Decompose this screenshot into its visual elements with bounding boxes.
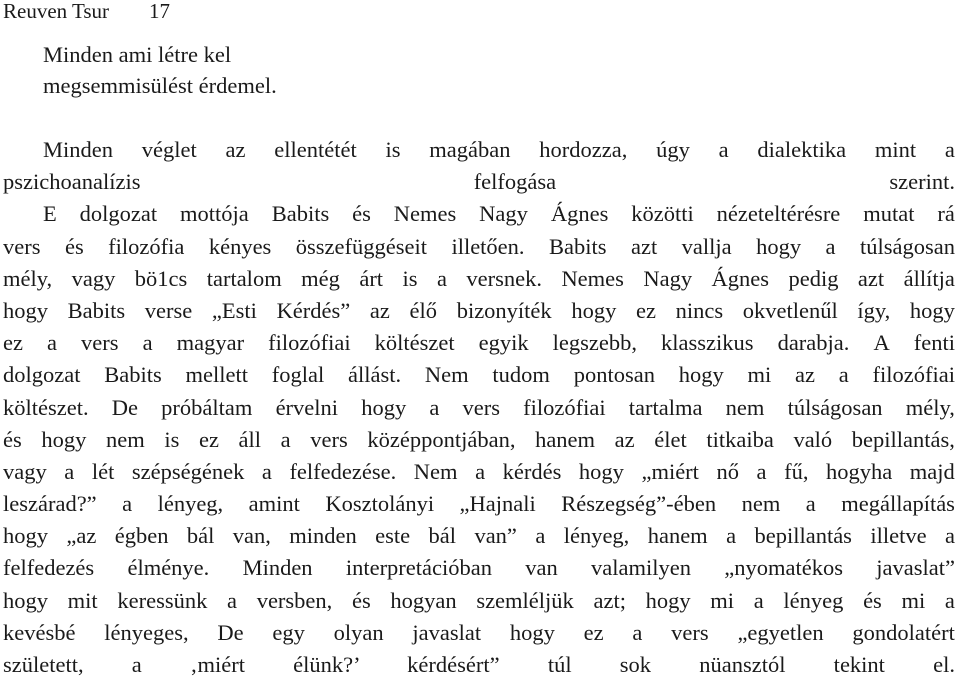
word: mint — [874, 137, 917, 162]
word: „nyomatékos — [724, 555, 843, 581]
word: interpretációban — [345, 555, 493, 581]
word: ez — [198, 426, 219, 452]
word: a — [475, 458, 486, 484]
word: mi — [710, 587, 735, 613]
word: is — [385, 137, 401, 162]
word: az — [614, 426, 635, 452]
word: Nemes — [393, 201, 457, 227]
word: is — [164, 426, 180, 452]
word: a — [805, 491, 816, 517]
word: lét — [91, 458, 115, 484]
word: egy — [272, 619, 305, 645]
word: összefüggéseit — [295, 233, 427, 259]
word: próbáltam — [161, 394, 253, 420]
word: vers — [3, 233, 41, 259]
word: amint — [248, 491, 300, 517]
word: bepillantás, — [851, 426, 955, 452]
word: hogy — [3, 523, 48, 549]
word: érvelni — [275, 394, 339, 420]
word: magyar — [176, 330, 245, 356]
word: filozófiai — [523, 394, 606, 420]
word: lényeg, — [563, 523, 630, 549]
text-line — [3, 520, 955, 552]
word: „Hajnali — [459, 491, 536, 517]
word: a — [944, 587, 955, 613]
word: hogy — [361, 394, 407, 420]
word: Részegség”-ében — [561, 491, 717, 517]
word: pontosan — [573, 362, 655, 388]
word: olyan — [333, 619, 384, 645]
word: megállapítás — [841, 491, 955, 517]
word: valamilyen — [591, 555, 692, 581]
word: túlságosan — [787, 394, 883, 420]
text-line — [3, 424, 955, 456]
word: a — [726, 523, 737, 549]
word: bepillantás — [754, 523, 852, 549]
word: vagy — [71, 265, 116, 291]
word: kérdés — [502, 458, 562, 484]
word: van, — [232, 523, 271, 549]
word: Nagy — [479, 201, 528, 227]
word: Babits — [104, 362, 162, 388]
word: dialektika — [757, 137, 847, 162]
word: Ágnes — [711, 265, 770, 291]
word: bö1cs — [134, 265, 188, 291]
word: „az — [66, 523, 97, 549]
running-header — [3, 0, 170, 22]
word: mi — [747, 362, 772, 388]
word: foglal — [271, 362, 325, 388]
word: Ágnes — [550, 201, 609, 227]
word: fű, — [784, 458, 809, 484]
word: dolgozat — [3, 362, 81, 388]
word: E — [43, 201, 57, 227]
word: véglet — [141, 137, 197, 162]
word: „Esti — [211, 297, 257, 323]
word: a — [944, 523, 955, 549]
word: Kérdés” — [276, 297, 351, 323]
word: Nem — [424, 362, 469, 388]
word: hanem — [535, 426, 596, 452]
word: lényeges, — [104, 619, 189, 645]
word: ez — [3, 330, 23, 356]
word: Kosztolányi — [325, 491, 435, 517]
word: keressünk — [117, 587, 208, 613]
word: és — [863, 587, 882, 613]
word: ez — [635, 297, 656, 323]
word: hogy — [509, 619, 555, 645]
word: a — [944, 137, 955, 162]
word: mutat — [863, 201, 915, 227]
word: lényeg, — [157, 491, 224, 517]
word: mély, — [905, 394, 955, 420]
text-line — [3, 617, 955, 649]
word: vers — [671, 619, 709, 645]
word: mottója — [180, 201, 249, 227]
word: „egyetlen — [737, 619, 824, 645]
word: szépségének — [131, 458, 245, 484]
word: verse — [144, 297, 193, 323]
word: a — [718, 137, 729, 162]
motto-line-2: megsemmisülést érdemel. — [43, 73, 277, 98]
word: vagy — [3, 458, 47, 484]
text-line — [3, 198, 955, 230]
word: a — [825, 233, 836, 259]
word: állást. — [348, 362, 402, 388]
word: javaslat” — [876, 555, 955, 581]
word: Babits — [271, 201, 330, 227]
word: túlságosan — [860, 233, 955, 259]
word: élménye. — [127, 555, 210, 581]
word: darabja. — [777, 330, 850, 356]
word: hogy — [645, 587, 691, 613]
word: bál — [428, 523, 457, 549]
word: filozófiai — [872, 362, 955, 388]
word: hogy — [3, 587, 48, 613]
word: De — [217, 619, 244, 645]
text-line: pszichoanalízis felfogása szerint. — [3, 169, 955, 195]
text-line — [3, 456, 955, 488]
word: még — [301, 265, 340, 291]
word: tartalma — [628, 394, 703, 420]
word: az — [369, 297, 390, 323]
word: Nemes — [561, 265, 624, 291]
word: hogy — [756, 233, 802, 259]
word: A — [873, 330, 890, 356]
word: az — [225, 137, 246, 162]
word: minden — [289, 523, 357, 549]
word: magában — [429, 137, 511, 162]
word: azt — [630, 233, 658, 259]
word: bizonyíték — [456, 297, 552, 323]
word: áll — [238, 426, 262, 452]
word: felfedezése. — [289, 458, 397, 484]
word: nő — [716, 458, 739, 484]
word: így, — [857, 297, 891, 323]
word: hogy — [41, 426, 87, 452]
word: a — [122, 491, 133, 517]
text-line — [3, 392, 955, 424]
word: a — [429, 394, 440, 420]
text-line — [3, 552, 955, 584]
word: illetően. — [451, 233, 525, 259]
page-number: 17 — [149, 0, 171, 23]
word: tudom — [492, 362, 550, 388]
word: azt — [857, 265, 885, 291]
word: bál — [186, 523, 215, 549]
motto — [43, 39, 277, 101]
word: este — [375, 523, 411, 549]
word: van” — [474, 523, 517, 549]
word: hogyha — [826, 458, 893, 484]
word: versnek. — [466, 265, 542, 291]
word: rá — [937, 201, 955, 227]
text-line — [3, 134, 955, 166]
word: élet — [654, 426, 687, 452]
word: mély, — [3, 265, 53, 291]
word: tartalom — [206, 265, 282, 291]
text-line — [3, 295, 955, 327]
word: a — [142, 330, 153, 356]
word: a — [632, 619, 643, 645]
word: közötti — [631, 201, 694, 227]
word: a — [227, 587, 238, 613]
word: illetve — [870, 523, 927, 549]
word: Minden — [242, 555, 313, 581]
word: De — [111, 394, 139, 420]
word: az — [795, 362, 815, 388]
word: vers — [310, 426, 348, 452]
word: felfedezés — [3, 555, 95, 581]
word: való — [793, 426, 833, 452]
word: úgy — [656, 137, 690, 162]
word: van — [525, 555, 558, 581]
word: kevésbé — [3, 619, 76, 645]
word: gondolatért — [852, 619, 955, 645]
word: a — [64, 458, 75, 484]
word: ellentétét — [274, 137, 357, 162]
word: Babits — [549, 233, 607, 259]
word: lényeg — [783, 587, 844, 613]
word: és — [351, 587, 371, 613]
word: és — [64, 233, 84, 259]
word: hogy — [3, 297, 48, 323]
word: azt; — [593, 587, 626, 613]
word: a — [753, 587, 764, 613]
word: nem — [741, 491, 781, 517]
word: égben — [114, 523, 169, 549]
word: nem — [105, 426, 145, 452]
header-author: Reuven Tsur — [3, 0, 110, 23]
word: Babits — [67, 297, 126, 323]
word: vallja — [681, 233, 732, 259]
text-line — [3, 327, 955, 359]
word: is — [402, 265, 418, 291]
word: filozófia — [108, 233, 185, 259]
word: a — [756, 458, 767, 484]
word: nincs — [675, 297, 724, 323]
word: titkaiba — [706, 426, 774, 452]
word: legszebb, — [552, 330, 637, 356]
word: hogyan — [390, 587, 457, 613]
word: hogy — [578, 458, 624, 484]
word: Nem — [413, 458, 458, 484]
text-line — [3, 359, 955, 391]
word: Minden — [43, 137, 113, 162]
word: klasszikus — [661, 330, 754, 356]
word: a — [838, 362, 849, 388]
word: hogy — [909, 297, 955, 323]
word: és — [352, 201, 371, 227]
word: mellett — [185, 362, 249, 388]
word: a — [535, 523, 546, 549]
word: leszárad?” — [3, 491, 97, 517]
word: élő — [409, 297, 438, 323]
word: fenti — [913, 330, 955, 356]
word: középpontjában, — [367, 426, 516, 452]
word: állítja — [903, 265, 955, 291]
text-line — [3, 263, 955, 295]
word: Nagy — [643, 265, 693, 291]
word: versben, — [256, 587, 333, 613]
word: egyik — [478, 330, 529, 356]
word: a — [280, 426, 291, 452]
word: hordozza, — [539, 137, 628, 162]
word: vers — [462, 394, 500, 420]
word: mit — [67, 587, 98, 613]
word: a — [436, 265, 447, 291]
word: árt — [359, 265, 384, 291]
motto-line-1: Minden ami létre kel — [43, 42, 232, 67]
word: és — [3, 426, 22, 452]
word: nézeteltérésre — [716, 201, 841, 227]
text-line — [3, 585, 955, 617]
word: ez — [583, 619, 604, 645]
word: nem — [725, 394, 765, 420]
word: hanem — [647, 523, 708, 549]
text-line: született, a ‚miért élünk?’ kérdésért” túl sok nüansztól tekint el. — [3, 652, 955, 677]
word: javaslat — [412, 619, 482, 645]
word: majd — [909, 458, 955, 484]
word: a — [261, 458, 272, 484]
word: vers — [81, 330, 119, 356]
word: mi — [901, 587, 926, 613]
word: hogy — [571, 297, 617, 323]
body-text — [3, 134, 955, 681]
text-line — [3, 231, 955, 263]
word: pedig — [788, 265, 839, 291]
word: „miért — [641, 458, 699, 484]
word: szemléljük — [476, 587, 574, 613]
text-line — [3, 488, 955, 520]
word: hogy — [678, 362, 724, 388]
word: filozófiai — [268, 330, 351, 356]
word: költészet — [374, 330, 455, 356]
word: a — [47, 330, 58, 356]
word: dolgozat — [79, 201, 158, 227]
word: kényes — [208, 233, 272, 259]
word: költészet. — [3, 394, 89, 420]
word: okvetlenűl — [742, 297, 838, 323]
